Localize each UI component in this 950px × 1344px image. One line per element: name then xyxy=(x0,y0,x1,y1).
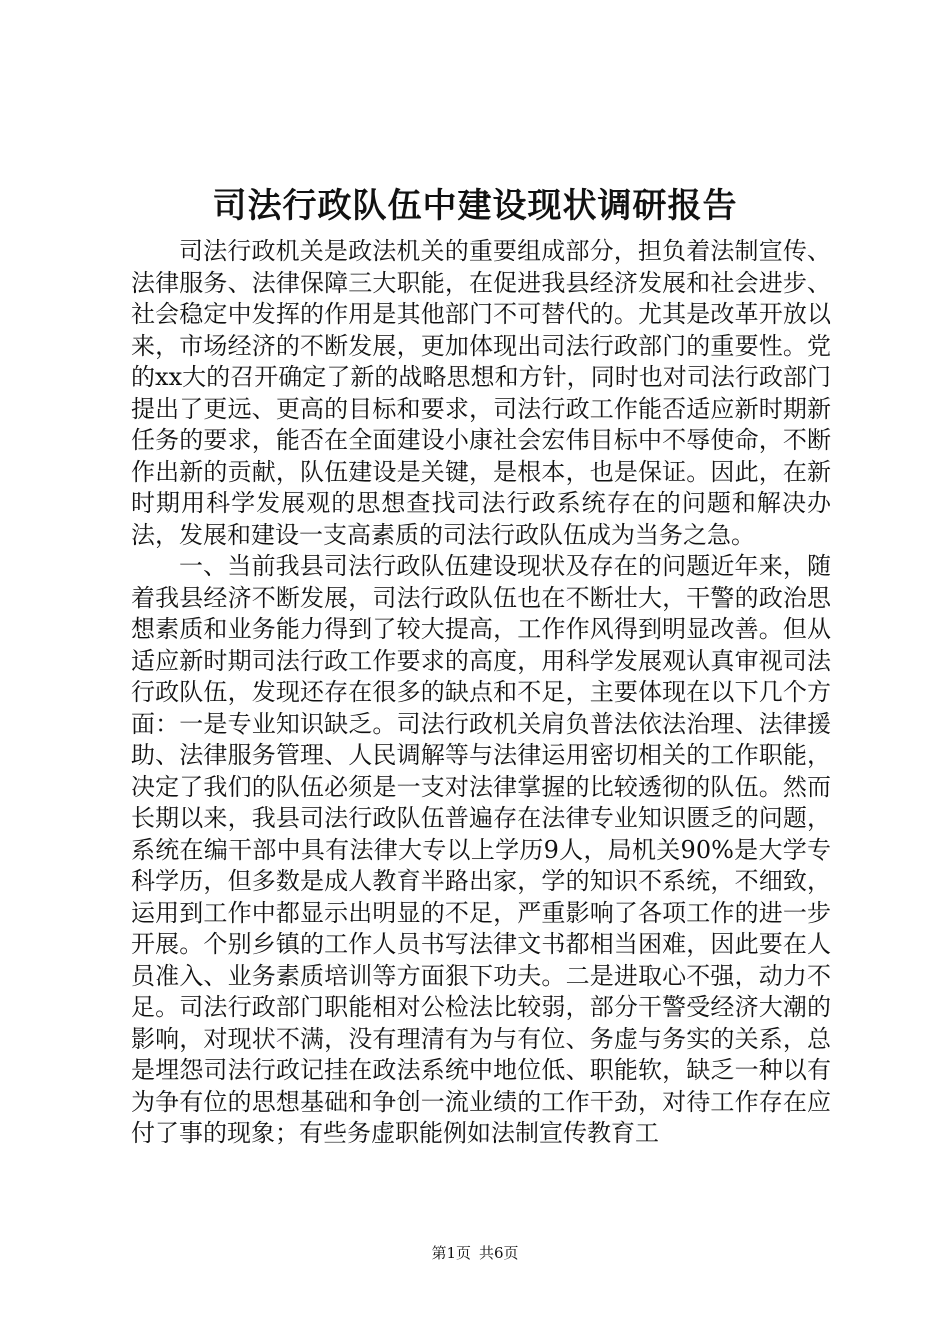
page-number: 第1页 xyxy=(431,1244,471,1262)
paragraph: 司法行政机关是政法机关的重要组成部分，担负着法制宣传、法律服务、法律保障三大职能，在促进我县经济发展和社会进步、社会稳定中发挥的作用是其他部门不可替代的。尤其是改革开放以来，市场经济的不断发展，更加体现出司法行政部门的重要性。党的xx大的召开确定了新的战略思想和方针，同时也对司法行政部门提出了更远、更高的目标和要求，司法行政工作能否适应新时期新任务的要求，能否在全面建设小康社会宏伟目标中不辱使命，不断作出新的贡献，队伍建设是关键，是根本，也是保证。因此，在新时期用科学发展观的思想查找司法行政系统存在的问题和解决办法，发展和建设一支高素质的司法行政队伍成为当务之急。 xyxy=(131,237,831,549)
document-body xyxy=(131,236,831,1150)
paragraph: 一、当前我县司法行政队伍建设现状及存在的问题近年来，随着我县经济不断发展，司法行政队伍也在不断壮大，干警的政治思想素质和业务能力得到了较大提高，工作作风得到明显改善。但从适应新时期司法行政工作要求的高度，用科学发展观认真审视司法行政队伍，发现还存在很多的缺点和不足，主要体现在以下几个方面：一是专业知识缺乏。司法行政机关肩负普法依法治理、法律援助、法律服务管理、人民调解等与法律运用密切相关的工作职能，决定了我们的队伍必须是一支对法律掌握的比较透彻的队伍。然而长期以来，我县司法行政队伍普遍存在法律专业知识匮乏的问题，系统在编干部中具有法律大专以上学历9人，局机关90%是大学专科学历，但多数是成人教育半路出家，学的知识不系统，不细致，运用到工作中都显示出明显的不足，严重影响了各项工作的进一步开展。个别乡镇的工作人员书写法律文书都相当困难，因此要在人员准入、业务素质培训等方面狠下功夫。二是进取心不强，动力不足。司法行政部门职能相对公检法比较弱，部分干警受经济大潮的影响，对现状不满，没有理清有为与有位、务虚与务实的关系，总是埋怨司法行政记挂在政法系统中地位低、职能软，缺乏一种以有为争有位的思想基础和争创一流业绩的工作干劲，对待工作存在应付了事的现象；有些务虚职能例如法制宣传教育工 xyxy=(131,552,831,1147)
page-footer xyxy=(0,1243,950,1263)
page-total: 共6页 xyxy=(479,1244,519,1262)
document-title: 司法行政队伍中建设现状调研报告 xyxy=(212,186,738,226)
